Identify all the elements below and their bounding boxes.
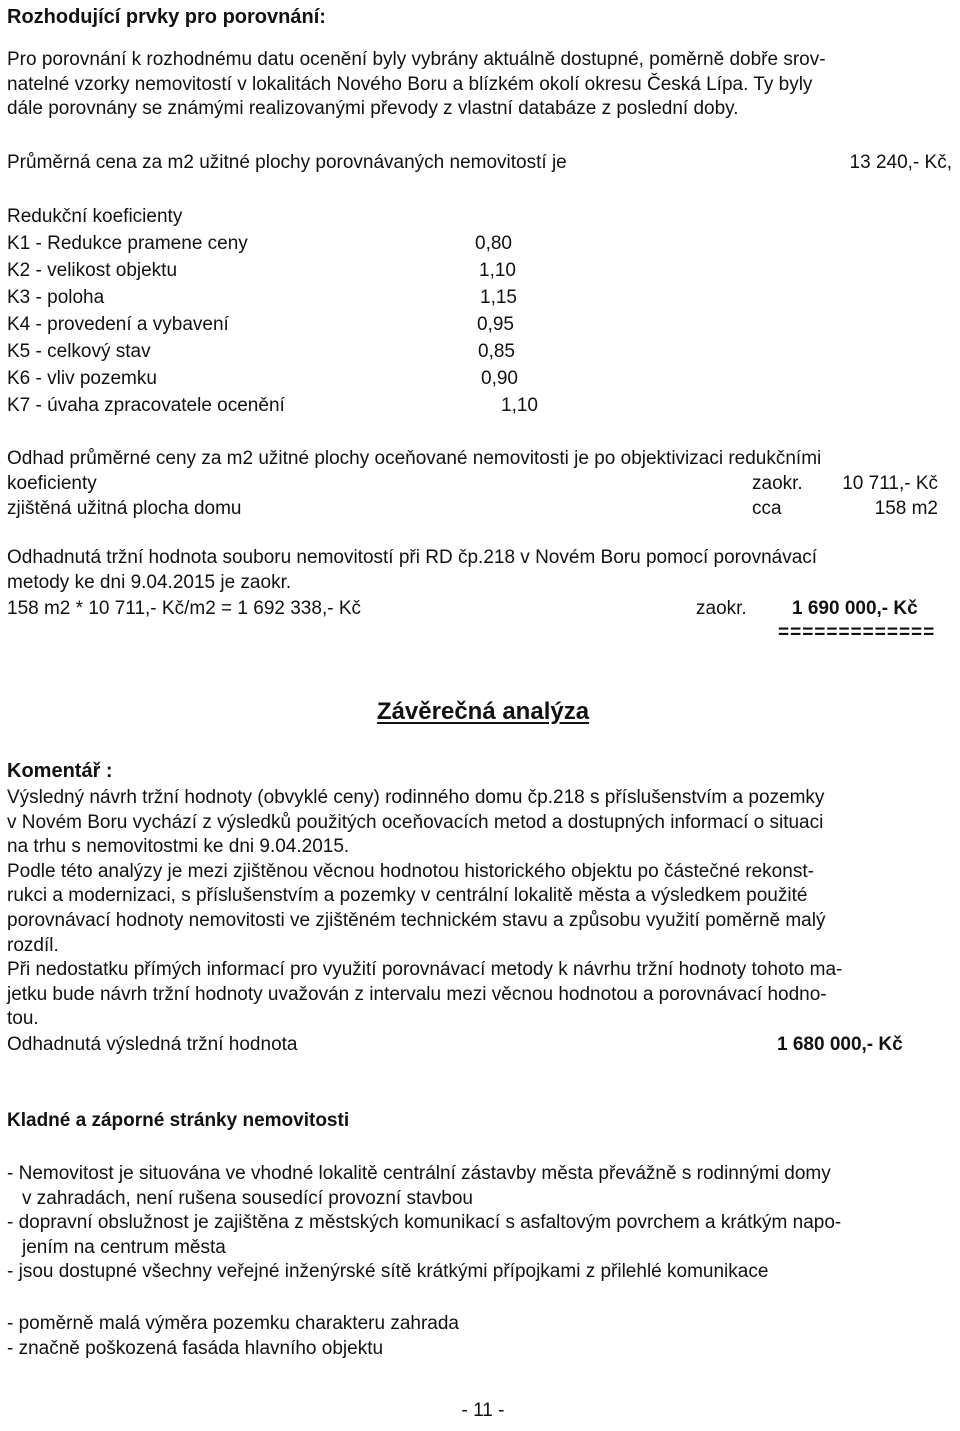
list-item: - Nemovitost je situována ve vhodné lokalitě centrální zástavby města převážně s rodinnými domy bbox=[7, 1163, 831, 1184]
intro-line: Pro porovnání k rozhodnému datu ocenění byly vybrány aktuálně dostupné, poměrně dobře srov- bbox=[7, 49, 826, 70]
intro-line: dále porovnány se známými realizovanými převody z vlastní databáze z poslední doby. bbox=[7, 98, 739, 120]
area-value: 158 m2 bbox=[874, 498, 938, 519]
coefficient-value: 0,95 bbox=[477, 314, 514, 335]
comment-line: v Novém Boru vychází z výsledků použitých oceňovacích metod a dostupných informací o situaci bbox=[7, 811, 824, 833]
coefficient-value: 1,10 bbox=[479, 260, 516, 281]
round-value: 1 690 000,- Kč bbox=[792, 598, 918, 619]
list-item-continued: jením na centrum města bbox=[22, 1236, 226, 1258]
coefficient-value: 0,90 bbox=[481, 368, 518, 389]
comment-line: porovnávací hodnoty nemovitosti ve zjištěném technickém stavu a způsobu využití poměrně malý bbox=[7, 909, 826, 931]
avg-price-label: Průměrná cena za m2 užitné plochy porovnávaných nemovitostí je bbox=[7, 152, 567, 173]
estimate-value: 10 711,- Kč bbox=[842, 473, 938, 494]
coefficient-row bbox=[7, 338, 567, 365]
section-heading: Rozhodující prvky pro porovnání: bbox=[7, 6, 326, 28]
coefficient-row bbox=[7, 311, 567, 338]
coefficient-label: K5 - celkový stav bbox=[7, 341, 151, 362]
coefficient-row bbox=[7, 230, 567, 257]
coefficient-row bbox=[7, 284, 567, 311]
double-underline: ============= bbox=[778, 622, 936, 643]
analysis-heading: Závěrečná analýza bbox=[376, 698, 590, 725]
coefficients-list bbox=[7, 230, 567, 419]
list-item: - značně poškozená fasáda hlavního objektu bbox=[7, 1337, 384, 1359]
comment-line: Výsledný návrh tržní hodnoty (obvyklé ceny) rodinného domu čp.218 s příslušenstvím a pozemky bbox=[7, 787, 825, 808]
intro-line: natelné vzorky nemovitostí v lokalitách Nového Boru a blízkém okolí okresu Česká Lípa. Ty byly bbox=[7, 73, 813, 95]
estimate-line: Odhad průměrné ceny za m2 užitné plochy oceňované nemovitosti je po objektivizaci redukčními bbox=[7, 448, 822, 469]
list-item: - poměrně malá výměra pozemku charakteru zahrada bbox=[7, 1313, 459, 1334]
list-item: - jsou dostupné všechny veřejné inženýrské sítě krátkými přípojkami z přilehlé komunikace bbox=[7, 1261, 769, 1283]
pros-cons-heading: Kladné a záporné stránky nemovitosti bbox=[7, 1110, 350, 1131]
coefficient-value: 0,80 bbox=[475, 233, 512, 254]
estimate-prefix: zaokr. bbox=[752, 473, 803, 494]
estimate-label: koeficienty bbox=[7, 473, 97, 494]
coefficient-row bbox=[7, 392, 567, 419]
coefficient-value: 0,85 bbox=[478, 341, 515, 362]
round-label: zaokr. bbox=[696, 598, 747, 619]
coefficient-label: K7 - úvaha zpracovatele ocenění bbox=[7, 395, 285, 416]
positives-list bbox=[7, 1162, 952, 1285]
market-value-line: metody ke dni 9.04.2015 je zaokr. bbox=[7, 572, 292, 593]
comment-line: Podle této analýzy je mezi zjištěnou věcnou hodnotou historického objektu po částečné rekonst- bbox=[7, 860, 814, 882]
coefficient-row bbox=[7, 365, 567, 392]
coefficient-value: 1,10 bbox=[501, 395, 538, 416]
area-prefix: cca bbox=[752, 498, 782, 519]
comment-line: rukci a modernizaci, s příslušenstvím a pozemky v centrální lokalitě města a výsledkem použité bbox=[7, 885, 808, 907]
page-number: - 11 - bbox=[461, 1400, 505, 1421]
list-item: - dopravní obslužnost je zajištěna z městských komunikací s asfaltovým povrchem a krátkým napo- bbox=[7, 1212, 842, 1234]
avg-price-value: 13 240,- Kč, bbox=[849, 152, 952, 173]
comment-heading: Komentář : bbox=[7, 760, 113, 782]
coefficient-label: K2 - velikost objektu bbox=[7, 260, 178, 281]
coefficient-row bbox=[7, 257, 567, 284]
coefficient-label: K3 - poloha bbox=[7, 287, 105, 308]
coefficient-label: K4 - provedení a vybavení bbox=[7, 314, 229, 335]
intro-paragraph bbox=[7, 48, 952, 122]
final-value: 1 680 000,- Kč bbox=[777, 1034, 903, 1055]
negatives-list bbox=[7, 1312, 952, 1361]
comment-line: rozdíl. bbox=[7, 934, 59, 956]
coefficients-title: Redukční koeficienty bbox=[7, 206, 183, 227]
comment-paragraph bbox=[7, 786, 952, 1032]
list-item-continued: v zahradách, není rušena sousedící provozní stavbou bbox=[22, 1187, 473, 1209]
market-value-line: Odhadnutá tržní hodnota souboru nemovitostí při RD čp.218 v Novém Boru pomocí porovnávací bbox=[7, 547, 818, 568]
final-value-label: Odhadnutá výsledná tržní hodnota bbox=[7, 1034, 298, 1055]
comment-line: jetku bude návrh tržní hodnoty uvažován z intervalu mezi věcnou hodnotou a porovnávací hodno- bbox=[7, 983, 827, 1005]
comment-line: tou. bbox=[7, 1008, 39, 1030]
coefficient-label: K6 - vliv pozemku bbox=[7, 368, 157, 389]
coefficient-value: 1,15 bbox=[480, 287, 517, 308]
comment-line: Při nedostatku přímých informací pro využití porovnávací metody k návrhu tržní hodnoty tohoto ma- bbox=[7, 959, 843, 981]
market-value-calc: 158 m2 * 10 711,- Kč/m2 = 1 692 338,- Kč bbox=[7, 598, 361, 619]
comment-line: na trhu s nemovitostmi ke dni 9.04.2015. bbox=[7, 836, 350, 858]
area-label: zjištěná užitná plocha domu bbox=[7, 498, 242, 519]
coefficient-label: K1 - Redukce pramene ceny bbox=[7, 233, 248, 254]
